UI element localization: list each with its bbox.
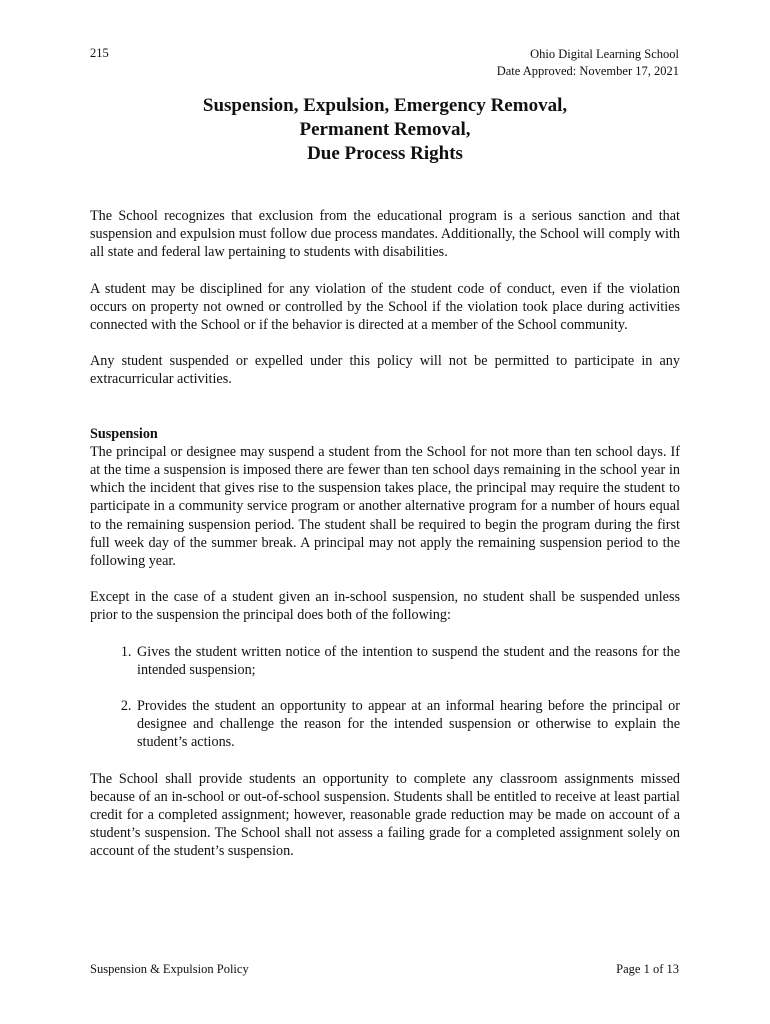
- list-item: 1. Gives the student written notice of the intention to suspend the student and the reasons for the intended suspension;: [135, 643, 680, 679]
- document-body: [90, 207, 680, 879]
- intro-paragraph-1: The School recognizes that exclusion from the educational program is a serious sanction and that suspension and expulsion must follow due process mandates. Additionally, the School will comply with all state and federal law pertaining to students with disabilities.: [90, 208, 680, 261]
- list-item: 2. Provides the student an opportunity to appear at an informal hearing before the principal or designee and challenge the reason for the intended suspension or otherwise to explain the student’s actions.: [135, 697, 680, 752]
- footer-document-name: Suspension & Expulsion Policy: [90, 962, 249, 976]
- school-name: Ohio Digital Learning School: [530, 47, 679, 61]
- title-line-1: Suspension, Expulsion, Emergency Removal,: [202, 95, 568, 116]
- footer-page-number: Page 1 of 13: [616, 962, 679, 976]
- suspension-paragraph-3: The School shall provide students an opportunity to complete any classroom assignments missed because of an in-school or out-of-school suspension. Students shall be entitled to receive at least partial credit for a completed assignment; however, reasonable grade reduction may be made on account of a student’s suspension. The School shall not assess a failing grade for a completed assignment solely on account of the student’s suspension.: [90, 770, 680, 860]
- suspension-paragraph-1: The principal or designee may suspend a student from the School for not more than ten school days. If at the time a suspension is imposed there are fewer than ten school days remaining in the school year in which the incident that gives rise to the suspension takes place, the principal may require the student to participate in a community service program or another alternative program for a number of hours equal to the remaining suspension period. The student shall be required to begin the program during the first full week day of the summer break. A principal may not apply the remaining suspension period to the following year.: [90, 443, 680, 570]
- date-approved: Date Approved: November 17, 2021: [496, 64, 679, 78]
- policy-number: 215: [90, 46, 109, 60]
- title-line-2: Permanent Removal,: [299, 119, 471, 140]
- suspension-requirements-list: [90, 643, 680, 752]
- intro-paragraph-3: Any student suspended or expelled under this policy will not be permitted to participate in any extracurricular activities.: [90, 353, 680, 388]
- page-title: [90, 94, 680, 166]
- suspension-paragraph-2: Except in the case of a student given an in-school suspension, no student shall be suspended unless prior to the suspension the principal does both of the following:: [90, 589, 680, 624]
- suspension-heading: Suspension: [90, 425, 158, 442]
- intro-paragraph-2: A student may be disciplined for any violation of the student code of conduct, even if the violation occurs on property not owned or controlled by the School if the violation took place during activities connected with the School or if the behavior is directed at a member of the School community.: [90, 280, 680, 334]
- title-line-3: Due Process Rights: [307, 143, 463, 164]
- header-right: [497, 46, 679, 80]
